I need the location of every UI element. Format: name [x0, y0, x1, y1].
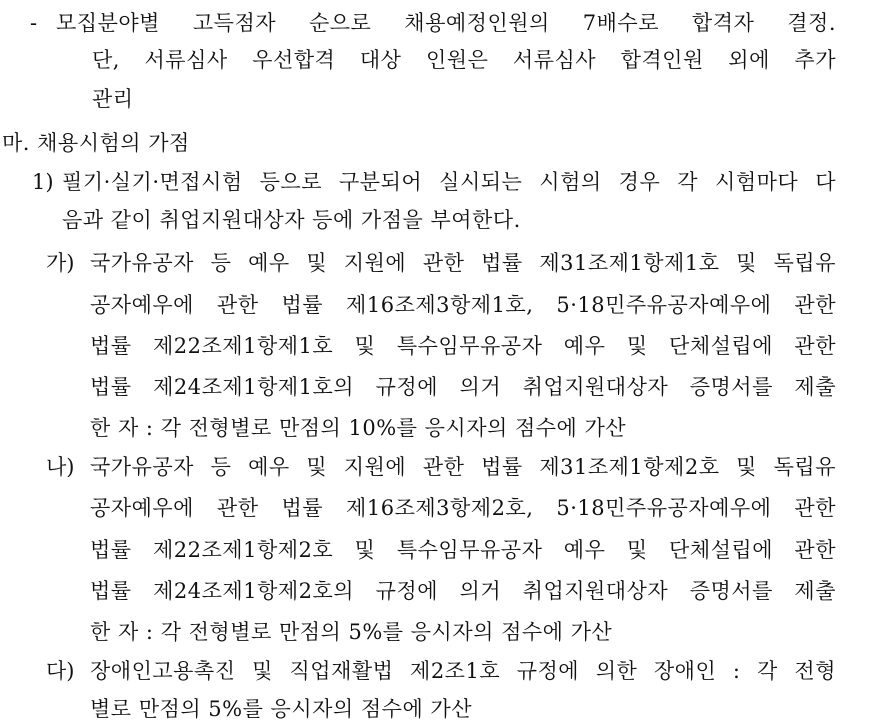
item-1-line-2: 음과 같이 취업지원대상자 등에 가점을 부여한다. — [62, 208, 521, 232]
sub-item-ga-line-2: 공자예우에 관한 법률 제16조제3항제1호, 5·18민주유공자예우에 관한 — [90, 293, 836, 317]
sub-item-da-line-2: 별로 만점의 5%를 응시자의 점수에 가산 — [90, 697, 472, 721]
sub-item-na-line-4: 법률 제24조제1항제2호의 규정에 의거 취업지원대상자 증명서를 제출 — [90, 579, 836, 603]
item-1-line-1: 필기·실기·면접시험 등으로 구분되어 실시되는 시험의 경우 각 시험마다 다 — [62, 170, 836, 194]
sub-item-ga-line-5: 한 자 : 각 전형별로 만점의 10%를 응시자의 점수에 가산 — [90, 416, 627, 440]
sub-item-ga-line-4: 법률 제24조제1항제1호의 규정에 의거 취업지원대상자 증명서를 제출 — [90, 375, 836, 399]
bullet-line-2: 단, 서류심사 우선합격 대상 인원은 서류심사 합격인원 외에 추가 — [92, 48, 836, 72]
sub-item-ga-line-3: 법률 제22조제1항제1호 및 특수임무유공자 예우 및 단체설립에 관한 — [90, 334, 836, 358]
sub-item-na-line-1: 국가유공자 등 예우 및 지원에 관한 법률 제31조제1항제2호 및 독립유 — [90, 455, 836, 479]
bullet-mark: - — [30, 11, 38, 35]
sub-item-ga-line-1: 국가유공자 등 예우 및 지원에 관한 법률 제31조제1항제1호 및 독립유 — [90, 251, 836, 275]
bullet-line-3: 관리 — [92, 87, 134, 111]
sub-item-na-line-5: 한 자 : 각 전형별로 만점의 5%를 응시자의 점수에 가산 — [90, 620, 613, 644]
bullet-line-1: 모집분야별 고득점자 순으로 채용예정인원의 7배수로 합격자 결정. — [56, 11, 836, 35]
sub-item-da-label: 다) — [46, 659, 75, 683]
item-1-label: 1) — [32, 170, 54, 194]
section-heading: 마. 채용시험의 가점 — [2, 131, 190, 155]
sub-item-ga-label: 가) — [46, 251, 75, 275]
sub-item-da-line-1: 장애인고용촉진 및 직업재활법 제2조1호 규정에 의한 장애인 : 각 전형 — [90, 659, 836, 683]
sub-item-na-line-3: 법률 제22조제1항제2호 및 특수임무유공자 예우 및 단체설립에 관한 — [90, 538, 836, 562]
sub-item-na-label: 나) — [46, 455, 75, 479]
sub-item-na-line-2: 공자예우에 관한 법률 제16조제3항제2호, 5·18민주유공자예우에 관한 — [90, 496, 836, 520]
